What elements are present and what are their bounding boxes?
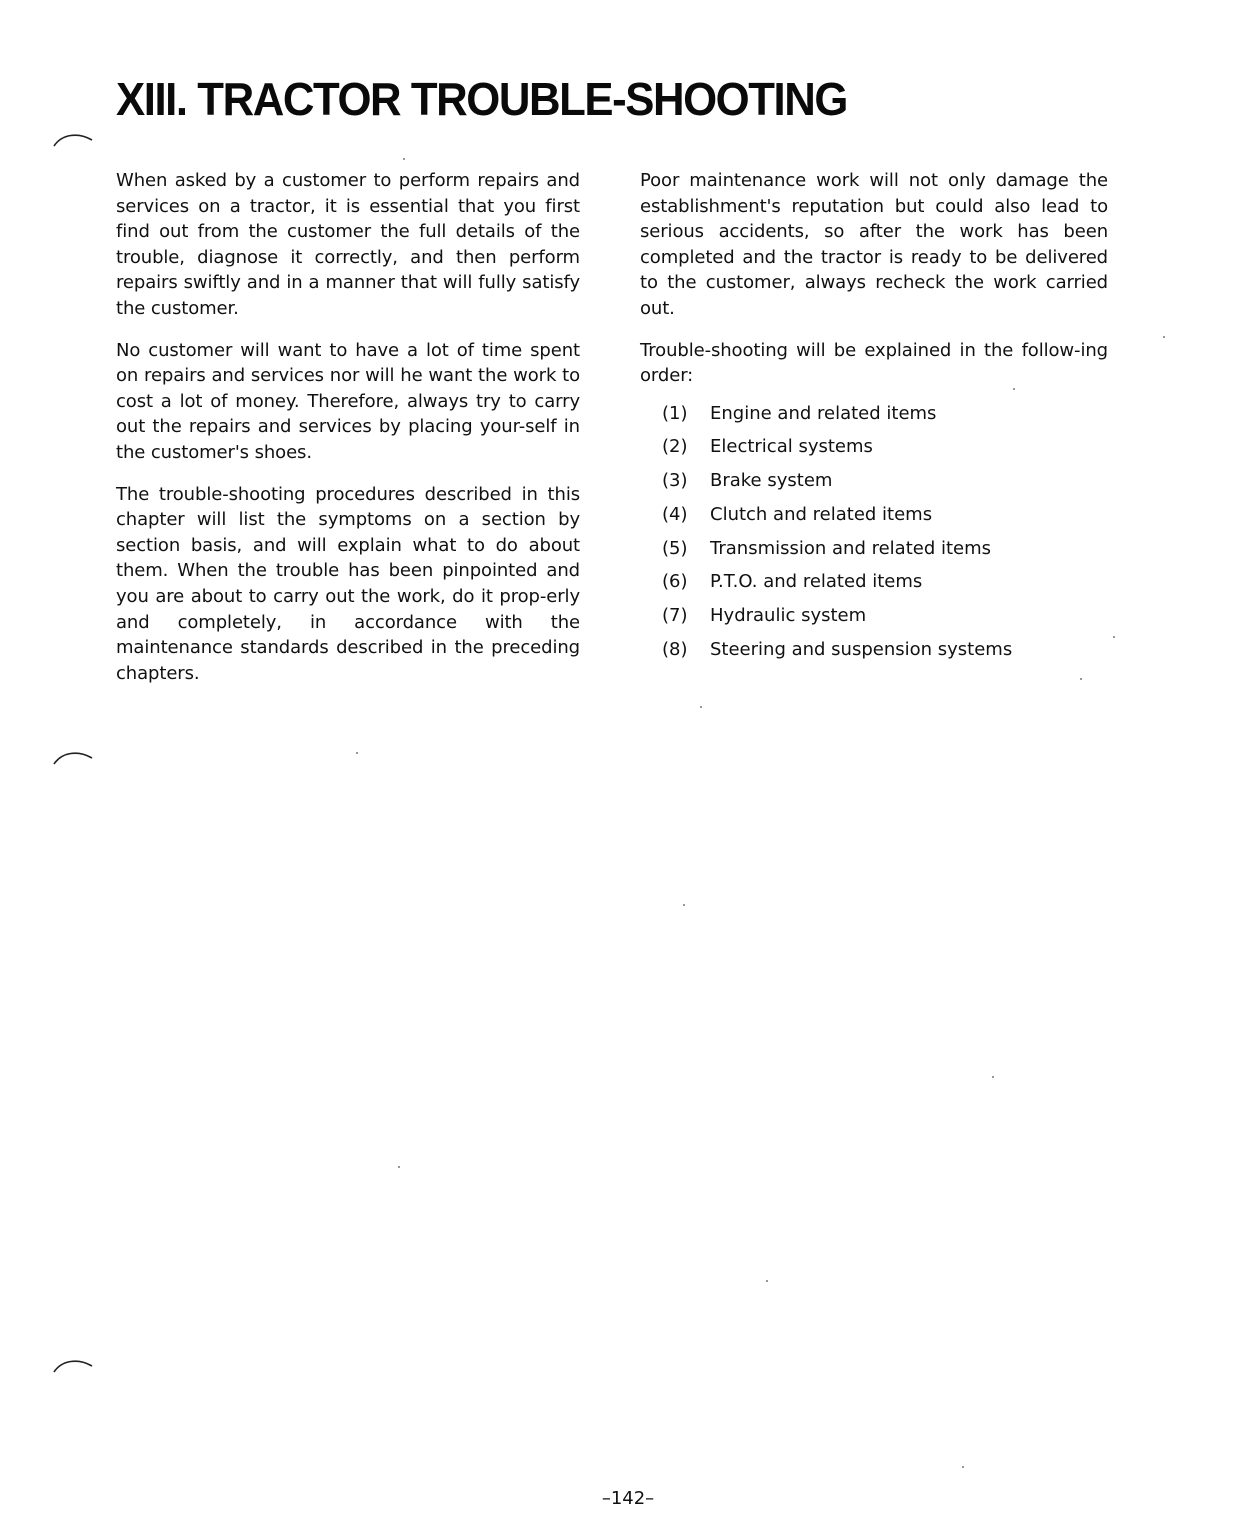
paragraph-poor-maintenance: Poor maintenance work will not only damage the establishment's reputation but could also lead to serious accidents, so after the work has been completed and the tractor is ready to be delivered to the customer, always recheck the work carried out. — [640, 170, 1108, 319]
scan-speck — [683, 904, 685, 906]
list-item — [662, 603, 1108, 637]
left-column — [116, 168, 580, 702]
list-item-text: Transmission and related items — [710, 537, 992, 559]
scan-speck — [356, 752, 358, 754]
scan-speck — [1080, 678, 1082, 680]
list-item-number: (8) — [662, 638, 688, 660]
list-item — [662, 569, 1108, 603]
scan-speck — [700, 706, 702, 708]
list-item — [662, 434, 1108, 468]
list-item — [662, 637, 1108, 671]
list-item-text: Clutch and related items — [710, 503, 933, 525]
scan-speck — [992, 1076, 994, 1078]
scan-speck — [403, 158, 405, 160]
scan-speck — [1113, 636, 1115, 638]
paragraph-order-intro: Trouble-shooting will be explained in the follow-ing order: — [640, 339, 1108, 387]
right-column — [640, 168, 1108, 670]
list-item-text: P.T.O. and related items — [710, 571, 923, 593]
paragraph-procedures: The trouble-shooting procedures described in this chapter will list the symptoms on a section by section basis, and will explain what to do about them. When the trouble has been pinpointed and you are about to carry out the work, do it prop-erly and completely, in accordance with the maintenance standards described in the preceding chapters. — [116, 483, 580, 684]
paragraph-intro: When asked by a customer to perform repairs and services on a tractor, it is essential that you first find out from the customer the full details of the trouble, diagnose it correctly, and then perform repairs swiftly and in a manner that will fully satisfy the customer. — [116, 170, 580, 319]
trouble-shooting-order-list — [662, 401, 1108, 671]
list-item-number: (2) — [662, 436, 688, 458]
list-item — [662, 401, 1108, 435]
list-item-number: (1) — [662, 402, 688, 424]
binder-hole-mark-middle — [52, 748, 96, 768]
scan-speck — [766, 1280, 768, 1282]
list-item-text: Brake system — [710, 470, 833, 492]
scan-speck — [962, 1466, 964, 1468]
binder-hole-mark-bottom — [52, 1356, 96, 1376]
list-item-number: (7) — [662, 604, 688, 626]
list-item — [662, 468, 1108, 502]
page-number: –142– — [601, 1488, 655, 1509]
list-item-number: (4) — [662, 503, 688, 525]
list-item-number: (3) — [662, 470, 688, 492]
binder-hole-mark-top — [52, 130, 96, 150]
list-item-text: Steering and suspension systems — [710, 638, 1013, 660]
paragraph-customer-cost: No customer will want to have a lot of time spent on repairs and services nor will he want the work to cost a lot of money. Therefore, always try to carry out the repairs and services by placing your-self in the customer's shoes. — [116, 339, 580, 463]
chapter-title: XIII. TRACTOR TROUBLE-SHOOTING — [116, 73, 847, 125]
list-item-number: (6) — [662, 571, 688, 593]
list-item — [662, 502, 1108, 536]
list-item-text: Electrical systems — [710, 436, 873, 458]
scan-speck — [1013, 388, 1015, 390]
scan-speck — [398, 1166, 400, 1168]
list-item-text: Hydraulic system — [710, 604, 867, 626]
scan-speck — [1163, 336, 1165, 338]
list-item-number: (5) — [662, 537, 688, 559]
list-item — [662, 536, 1108, 570]
list-item-text: Engine and related items — [710, 402, 937, 424]
